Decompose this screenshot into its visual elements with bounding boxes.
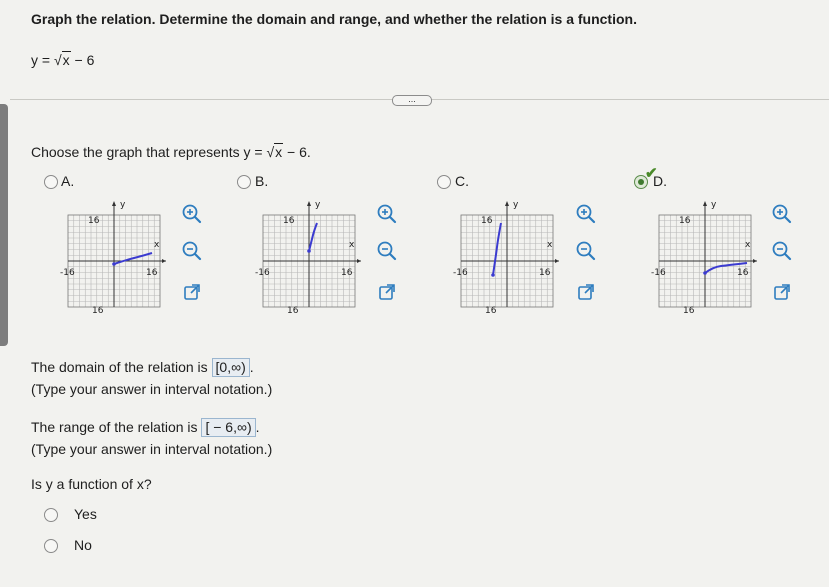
option-d-label: D. — [653, 173, 667, 189]
expand-icon[interactable] — [376, 281, 398, 303]
option-b-label: B. — [255, 173, 269, 189]
curve — [309, 223, 317, 251]
range-statement — [31, 418, 260, 437]
equation-tail: − 6 — [74, 52, 95, 68]
graph-option-d[interactable] — [651, 195, 761, 315]
more-button[interactable]: ... — [392, 95, 432, 106]
function-question: Is y a function of x? — [31, 476, 152, 492]
choose-prefix: Choose the graph that represents — [31, 144, 240, 160]
domain-statement — [31, 358, 254, 377]
domain-suffix: . — [249, 359, 254, 375]
sqrt-symbol: √ — [266, 144, 275, 160]
scroll-indicator[interactable] — [0, 104, 8, 346]
graph-option-a[interactable] — [60, 195, 170, 315]
x-label: x — [547, 240, 553, 250]
equation-lhs: y = — [31, 52, 51, 68]
y-label: y — [315, 200, 321, 210]
zoom-out-icon[interactable] — [181, 240, 203, 262]
x-label: x — [349, 240, 355, 250]
choose-lhs: y = — [243, 144, 263, 160]
top-tick: 16 — [481, 216, 493, 226]
range-prefix: The range of the relation is — [31, 419, 198, 435]
sqrt-symbol: √ — [53, 52, 62, 68]
right-tick: 16 — [146, 268, 158, 278]
bottom-tick: 16 — [92, 306, 104, 315]
no-label: No — [74, 537, 92, 553]
option-a-label: A. — [61, 173, 75, 189]
left-tick: -16 — [651, 268, 666, 278]
correct-check-icon: ✔ — [645, 165, 658, 182]
zoom-in-icon[interactable] — [181, 203, 203, 225]
x-label: x — [154, 240, 160, 250]
x-label: x — [745, 240, 751, 250]
graph-option-c[interactable] — [453, 195, 563, 315]
graph-option-b[interactable] — [255, 195, 365, 315]
range-suffix: . — [255, 419, 260, 435]
choose-tail: − 6. — [287, 144, 311, 160]
yes-radio[interactable] — [44, 508, 58, 522]
left-tick: -16 — [453, 268, 468, 278]
choose-graph-prompt — [31, 144, 311, 160]
option-a-radio[interactable] — [44, 175, 58, 189]
no-radio[interactable] — [44, 539, 58, 553]
option-b-radio[interactable] — [237, 175, 251, 189]
equation-radicand: x — [62, 52, 70, 68]
zoom-in-icon[interactable] — [376, 203, 398, 225]
left-tick: -16 — [255, 268, 270, 278]
right-tick: 16 — [341, 268, 353, 278]
left-tick: -16 — [60, 268, 75, 278]
bottom-tick: 16 — [683, 306, 695, 315]
yes-label: Yes — [74, 506, 97, 522]
expand-icon[interactable] — [771, 281, 793, 303]
domain-prefix: The domain of the relation is — [31, 359, 208, 375]
option-c-label: C. — [455, 173, 469, 189]
y-label: y — [513, 200, 519, 210]
bottom-tick: 16 — [287, 306, 299, 315]
question-prompt: Graph the relation. Determine the domain and range, and whether the relation is a function. — [31, 11, 637, 27]
choose-radicand: x — [275, 144, 283, 160]
domain-answer-box[interactable]: [0,∞) — [212, 358, 250, 377]
right-tick: 16 — [737, 268, 749, 278]
top-tick: 16 — [679, 216, 691, 226]
option-c-radio[interactable] — [437, 175, 451, 189]
y-label: y — [120, 200, 126, 210]
curve — [493, 223, 501, 275]
right-tick: 16 — [539, 268, 551, 278]
expand-icon[interactable] — [181, 281, 203, 303]
equation — [31, 52, 94, 68]
zoom-out-icon[interactable] — [575, 240, 597, 262]
zoom-out-icon[interactable] — [376, 240, 398, 262]
range-hint: (Type your answer in interval notation.) — [31, 441, 273, 457]
y-label: y — [711, 200, 717, 210]
top-tick: 16 — [283, 216, 295, 226]
domain-hint: (Type your answer in interval notation.) — [31, 381, 273, 397]
expand-icon[interactable] — [575, 281, 597, 303]
zoom-in-icon[interactable] — [575, 203, 597, 225]
bottom-tick: 16 — [485, 306, 497, 315]
zoom-out-icon[interactable] — [771, 240, 793, 262]
top-tick: 16 — [88, 216, 100, 226]
range-answer-box[interactable]: [ − 6,∞) — [201, 418, 255, 437]
zoom-in-icon[interactable] — [771, 203, 793, 225]
